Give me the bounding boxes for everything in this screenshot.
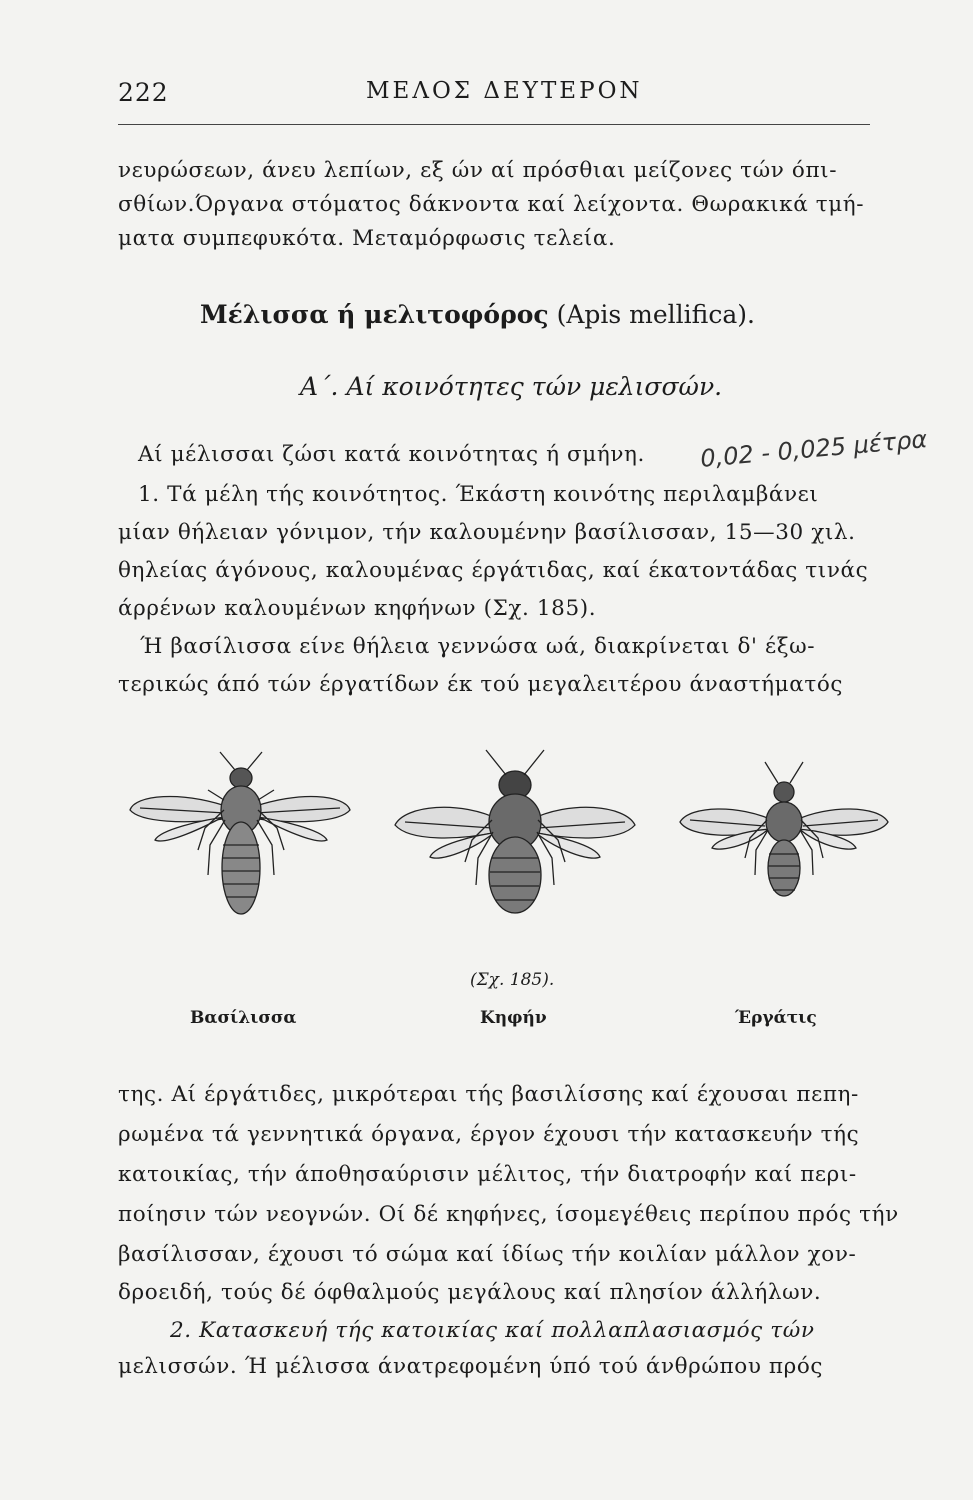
heading-greek: Μέλισσα ή μελιτοφόρος	[200, 300, 549, 329]
continuation-line-2: ρωμένα τά γεννητικά όργανα, έργον έχουσι τήν κατασκευήν τής	[118, 1122, 860, 1147]
continuation-line-7: 2. Κατασκευή τής κατοικίας καί πολλαπλασιασμός τών	[170, 1318, 815, 1343]
bee-figure	[110, 740, 900, 990]
figure-caption: (Σχ. 185).	[470, 970, 555, 990]
label-worker: Έργάτις	[735, 1008, 817, 1028]
body-line-3: μίαν θήλειαν γόνιμον, τήν καλουμένην βασίλισσαν, 15—30 χιλ.	[118, 520, 856, 545]
body-line-6: Ή βασίλισσα είνε θήλεια γεννώσα ωά, διακρίνεται δ' έξω-	[140, 634, 816, 659]
subheading: Α΄. Αί κοινότητες τών μελισσών.	[300, 372, 723, 401]
worker-bee-illustration	[670, 750, 900, 940]
label-queen: Βασίλισσα	[190, 1008, 297, 1028]
body-line-2: 1. Τά μέλη τής κοινότητος. Έκάστη κοινότης περιλαμβάνει	[138, 482, 819, 507]
page-header	[118, 78, 888, 118]
continuation-line-5: βασίλισσαν, έχουσι τό σώμα καί ίδίως τήν κοιλίαν μάλλον χον-	[118, 1242, 857, 1267]
body-line-7: τερικώς άπό τών έργατίδων έκ τού μεγαλειτέρου άναστήματός	[118, 672, 844, 697]
continuation-line-3: κατοικίας, τήν άποθησαύρισιν μέλιτος, τήν διατροφήν καί περι-	[118, 1162, 857, 1187]
intro-line-1: νευρώσεων, άνευ λεπίων, εξ ών αί πρόσθιαι μείζονες τών όπι-	[118, 158, 838, 183]
continuation-line-6: δροειδή, τούς δέ όφθαλμούς μεγάλους καί πλησίον άλλήλων.	[118, 1280, 822, 1305]
header-rule	[118, 124, 870, 125]
page-number: 222	[118, 78, 169, 107]
body-line-4: θηλείας άγόνους, καλουμένας έργάτιδας, καί έκατοντάδας τινάς	[118, 558, 869, 583]
section-heading	[200, 300, 755, 329]
continuation-line-4: ποίησιν τών νεογνών. Οί δέ κηφήνες, ίσομεγέθεις περίπου πρός τήν	[118, 1202, 899, 1227]
queen-bee-illustration	[110, 750, 370, 940]
continuation-line-8: μελισσών. Ή μέλισσα άνατρεφομένη ύπό τού άνθρώπου πρός	[118, 1354, 824, 1379]
drone-bee-illustration	[380, 740, 650, 940]
label-drone: Κηφήν	[480, 1008, 547, 1028]
heading-latin: (Apis mellifica).	[556, 300, 755, 329]
body-line-1: Αί μέλισσαι ζώσι κατά κοινότητας ή σμήνη.	[138, 442, 645, 467]
body-line-5: άρρένων καλουμένων κηφήνων (Σχ. 185).	[118, 596, 597, 621]
running-head: ΜΕΛΟΣ ΔΕΥΤΕΡΟΝ	[366, 78, 643, 104]
continuation-line-1: της. Αί έργάτιδες, μικρότεραι τής βασιλίσσης καί έχουσαι πεπη-	[118, 1082, 859, 1107]
intro-line-2: σθίων.Όργανα στόματος δάκνοντα καί λείχοντα. Θωρακικά τμή-	[118, 192, 865, 217]
handwritten-note: 0,02 - 0,025 μέτρα	[699, 425, 929, 473]
intro-line-3: ματα συμπεφυκότα. Μεταμόρφωσις τελεία.	[118, 226, 616, 251]
